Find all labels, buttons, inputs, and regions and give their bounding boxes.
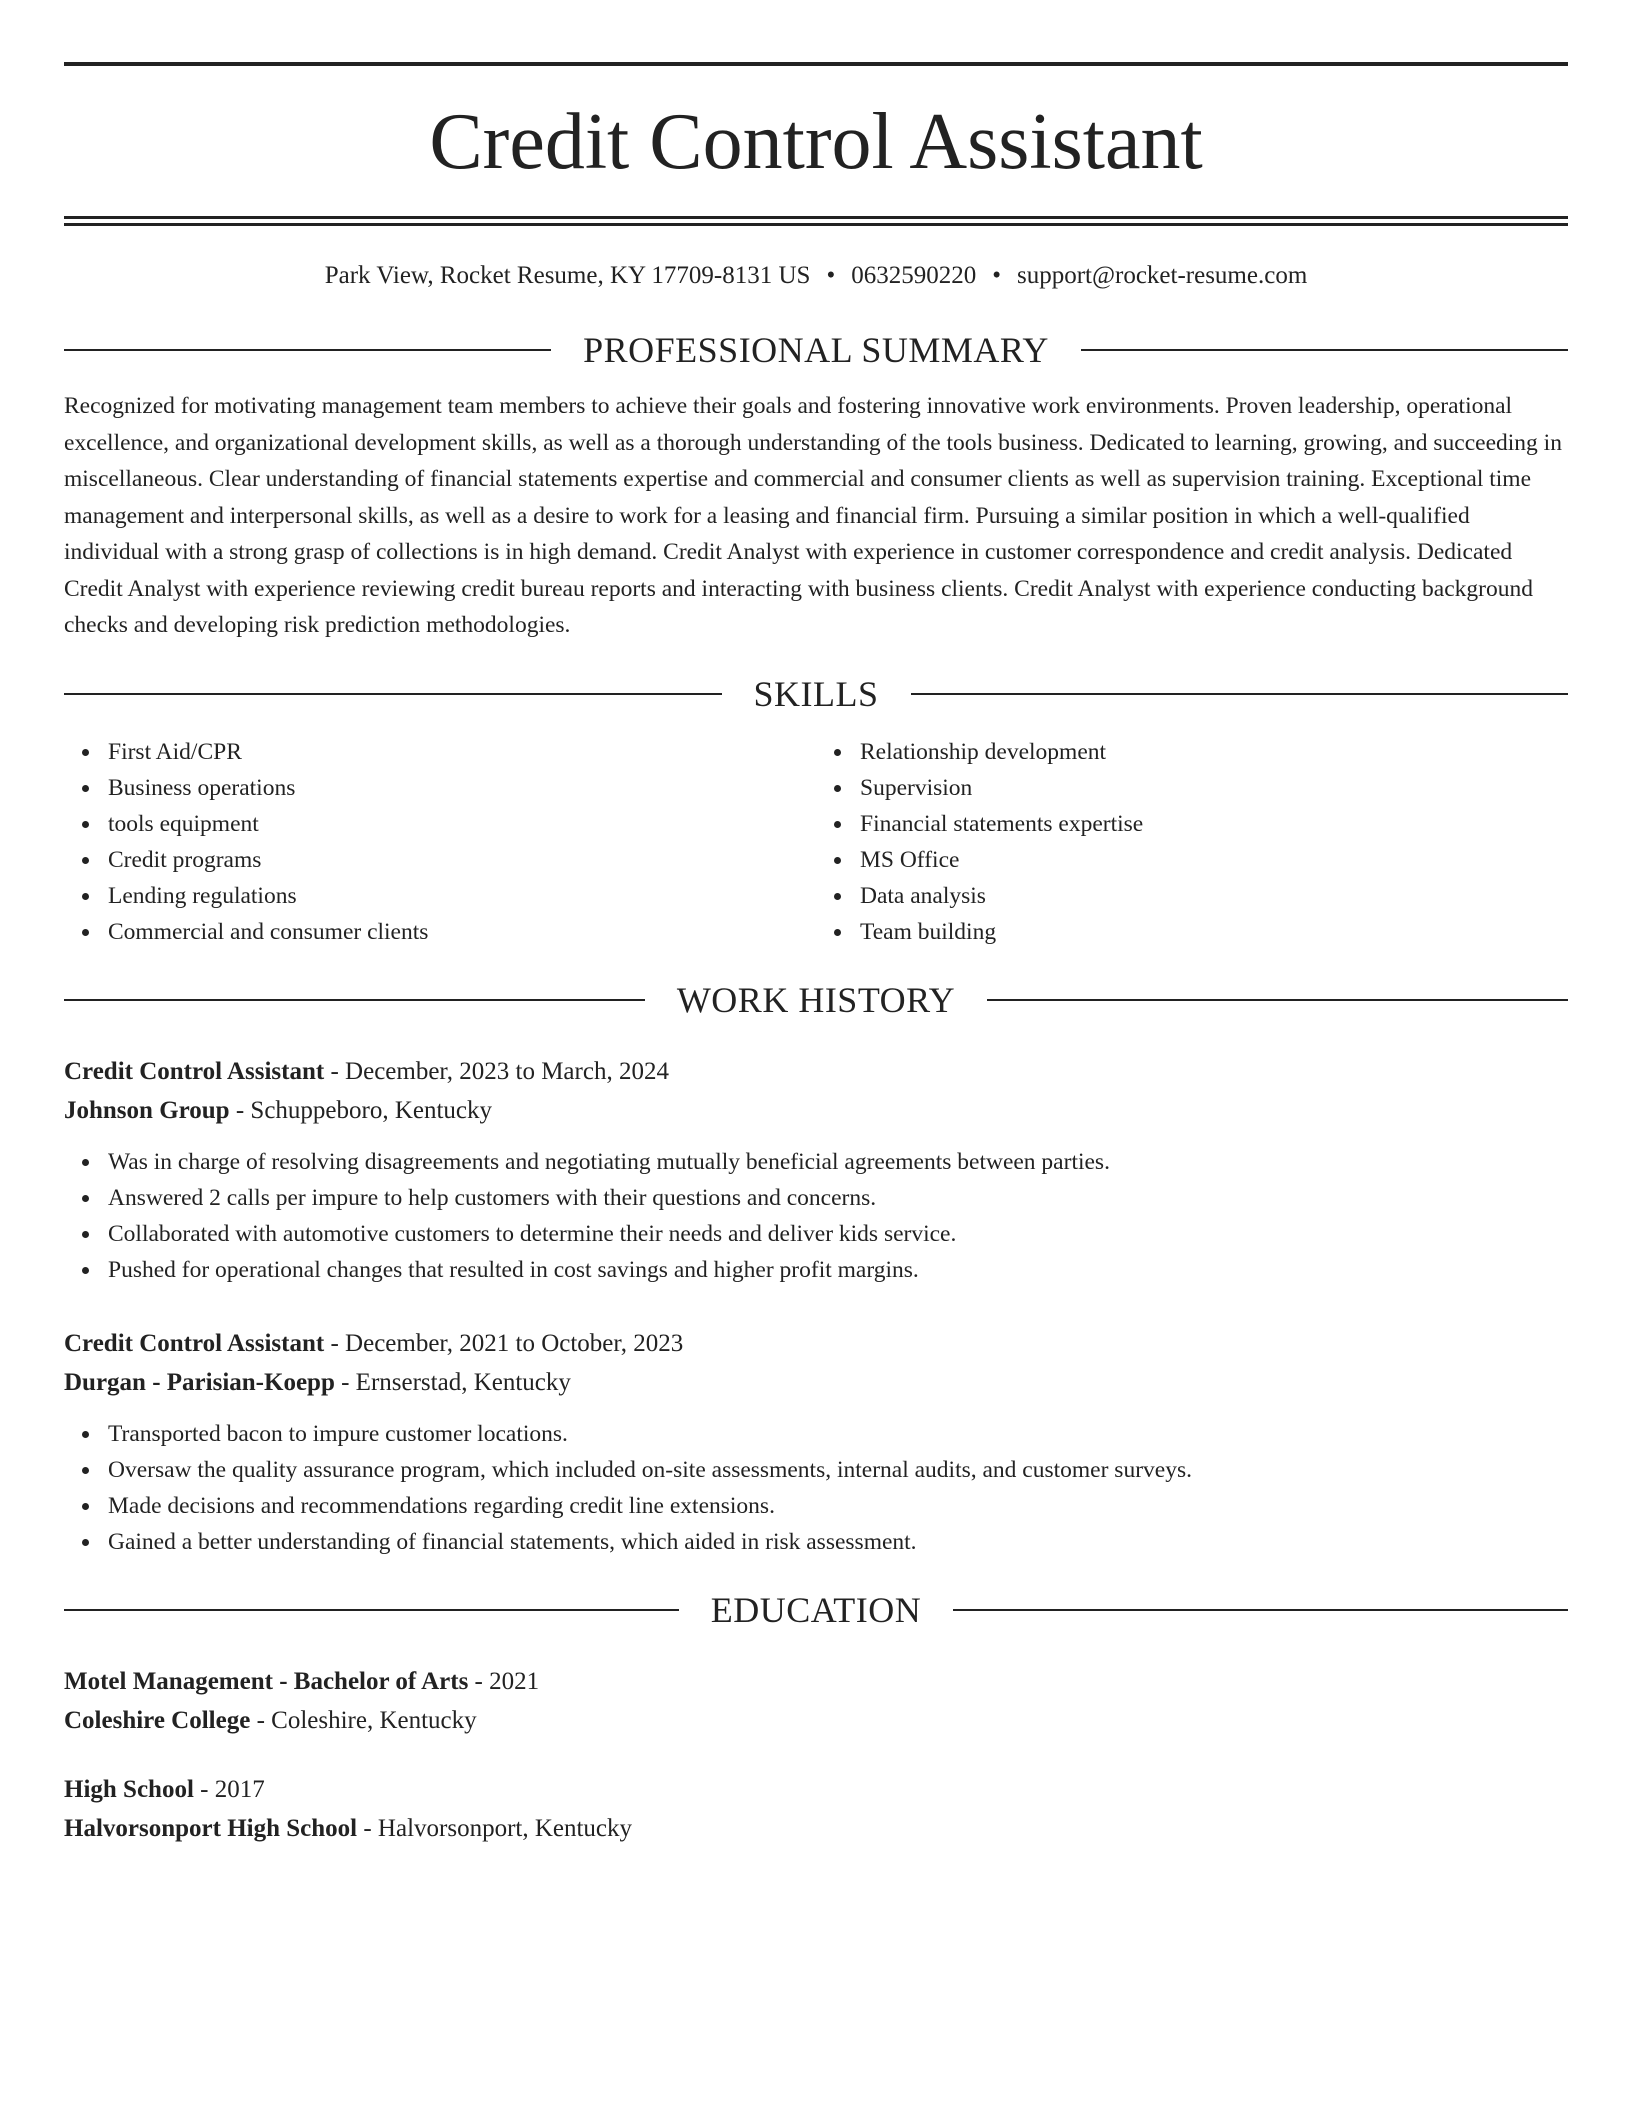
section-title-work: WORK HISTORY [676, 979, 956, 1020]
skill-item: Financial statements expertise [860, 806, 1568, 842]
job-bullet: Oversaw the quality assurance program, which included on-site assessments, internal audits, and customer surveys. [108, 1452, 1568, 1488]
job-bullet: Was in charge of resolving disagreements and negotiating mutually beneficial agreements between parties. [108, 1144, 1568, 1180]
section-title-summary: PROFESSIONAL SUMMARY [583, 330, 1049, 370]
job-location: - Ernserstad, Kentucky [334, 1368, 571, 1396]
skills-column-left [64, 734, 816, 950]
heading-rule-right [953, 1609, 1568, 1611]
skill-item: MS Office [860, 842, 1568, 878]
skill-item: Team building [860, 914, 1568, 950]
header-double-rule [64, 216, 1568, 226]
job-company-line [64, 1363, 1568, 1402]
job-company-line [64, 1091, 1568, 1130]
job-bullet: Answered 2 calls per impure to help customers with their questions and concerns. [108, 1180, 1568, 1216]
job-bullet: Made decisions and recommendations regarding credit line extensions. [108, 1488, 1568, 1524]
skill-item: First Aid/CPR [108, 734, 816, 770]
skill-item: Supervision [860, 770, 1568, 806]
job-bullet: Transported bacon to impure customer locations. [108, 1416, 1568, 1452]
degree-name: High School [64, 1775, 194, 1803]
job-location: - Schuppeboro, Kentucky [229, 1096, 493, 1124]
heading-rule-left [64, 693, 722, 695]
heading-rule-left [64, 999, 645, 1001]
skill-item: Data analysis [860, 878, 1568, 914]
summary-paragraph: Recognized for motivating management team members to achieve their goals and fostering innovative work environments. Proven leadership, operational excellence, and organizational development skills, as well as a thorough understanding of the tools business. Dedicated to learning, growing, and succeeding in miscellaneous. Clear understanding of financial statements expertise and commercial and consumer clients as well as supervision training. Exceptional time management and interpersonal skills, as well as a desire to work for a leasing and financial firm. Pursuing a similar position in which a well-qualified individual with a strong grasp of collections is in high demand. Credit Analyst with experience in customer correspondence and credit analysis. Dedicated Credit Analyst with experience reviewing credit bureau reports and interacting with business clients. Credit Analyst with experience conducting background checks and developing risk prediction methodologies. [64, 393, 1562, 638]
heading-rule-left [64, 1609, 679, 1611]
job-bullet: Gained a better understanding of financial statements, which aided in risk assessment. [108, 1524, 1568, 1560]
job-bullets [64, 1416, 1568, 1560]
school-location: - Coleshire, Kentucky [250, 1706, 477, 1734]
heading-rule-right [987, 999, 1568, 1001]
degree-year: - 2017 [193, 1775, 265, 1803]
job-dates: - December, 2023 to March, 2024 [324, 1057, 669, 1085]
skill-item: Business operations [108, 770, 816, 806]
job-company: Johnson Group [64, 1096, 230, 1124]
job-bullet: Collaborated with automotive customers to determine their needs and deliver kids service. [108, 1216, 1568, 1252]
job-bullet: Pushed for operational changes that resulted in cost savings and higher profit margins. [108, 1252, 1568, 1288]
contact-line [64, 260, 1568, 292]
skill-item: tools equipment [108, 806, 816, 842]
skills-column-right [816, 734, 1568, 950]
heading-rule-right [1081, 349, 1568, 351]
section-title-skills: SKILLS [753, 673, 879, 714]
job-title: Credit Control Assistant [64, 1057, 325, 1085]
skills-list [64, 734, 1568, 950]
job-title-line [64, 1052, 1568, 1091]
school-name: Halvorsonport High School [64, 1814, 358, 1842]
section-heading-skills [64, 674, 1568, 714]
degree-line [64, 1770, 1568, 1809]
section-heading-education [64, 1590, 1568, 1630]
skill-item: Commercial and consumer clients [108, 914, 816, 950]
job-company: Durgan - Parisian-Koepp [64, 1368, 335, 1396]
job-bullets [64, 1144, 1568, 1288]
job-dates: - December, 2021 to October, 2023 [324, 1329, 684, 1357]
contact-phone: 0632590220 [851, 262, 977, 289]
contact-address: Park View, Rocket Resume, KY 17709-8131 US [324, 262, 811, 289]
heading-rule-right [911, 693, 1569, 695]
skill-item: Relationship development [860, 734, 1568, 770]
degree-name: Motel Management - Bachelor of Arts [64, 1667, 469, 1695]
resume-title: Credit Control Assistant [429, 98, 1203, 186]
degree-line [64, 1662, 1568, 1701]
school-line [64, 1701, 1568, 1740]
contact-separator: • [826, 262, 836, 289]
skill-item: Lending regulations [108, 878, 816, 914]
work-entry [64, 1052, 1568, 1288]
degree-year: - 2021 [468, 1667, 540, 1695]
school-location: - Halvorsonport, Kentucky [357, 1814, 633, 1842]
school-name: Coleshire College [64, 1706, 251, 1734]
education-entry [64, 1770, 1568, 1848]
education-entry [64, 1662, 1568, 1740]
section-heading-work [64, 980, 1568, 1020]
skill-item: Credit programs [108, 842, 816, 878]
job-title: Credit Control Assistant [64, 1329, 325, 1357]
school-line [64, 1809, 1568, 1848]
section-title-education: EDUCATION [710, 1589, 922, 1630]
section-heading-summary [64, 330, 1568, 370]
contact-separator: • [992, 262, 1001, 289]
job-title-line [64, 1324, 1568, 1363]
heading-rule-left [64, 349, 551, 351]
work-entry [64, 1324, 1568, 1560]
contact-email: support@rocket-resume.com [1016, 262, 1308, 289]
